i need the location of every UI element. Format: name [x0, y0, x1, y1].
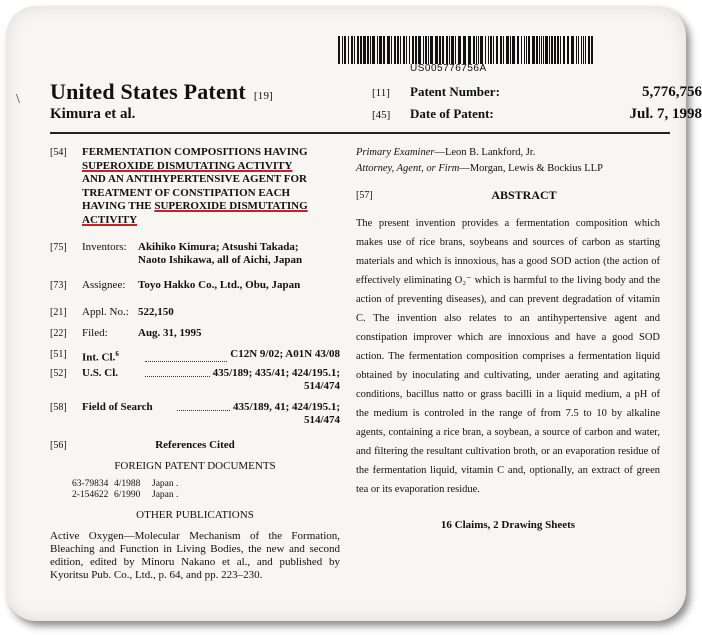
foreign-doc-1-num: 63-79834 [72, 478, 109, 489]
int-cl-field [50, 348, 340, 365]
attorney [356, 162, 660, 175]
barcode-bar [493, 36, 494, 64]
barcode-bar [354, 36, 355, 64]
inventors-short: Kimura et al. [50, 106, 136, 122]
barcode-bar [557, 36, 559, 64]
patent-number-row [372, 84, 702, 100]
abstract-text: The present invention provides a fermentation composition which makes use of rice brans, soybeans and sources of carbon as starting materials and which is innoxious, has a good SOD action (the action of effectively eliminating O₂⁻ which is harmful to the living body and the action of preventing diseases), and can prevent degradation of vitamin C. The invention also relates to an antihypertensive agent and constipation improver which are innoxious and have a good SOD action. The fermentation composition comprises a fermentation liquid obtained by inoculating and cultivating, under aerating and agitating conditions, bacillus natto or grass bacilli in a liquid medium, a pH of the medium is controled in the range of from 7.5 to 10 by alkaline agents, containing a rice bran, a soybean, a source of carbon and water, and filtering the resultant cultivation broth, or an evaporation residue of the fermentation liquid, vitamin C and, optionally, an extract of green tea or its evaporation residue. [356, 218, 660, 495]
barcode-bar [463, 36, 466, 64]
field-search-label: Field of Search [82, 400, 153, 413]
patent-title-text: United States Patent [50, 79, 246, 104]
barcode-bar [435, 36, 438, 64]
int-cl-sup: 6 [115, 350, 119, 358]
patent-number-code: [11] [372, 87, 390, 99]
barcode-bar [496, 36, 498, 64]
barcode-bar [455, 36, 456, 64]
date-code: [45] [372, 109, 391, 121]
title-code: [54] [50, 147, 67, 158]
barcode-bar [585, 36, 586, 64]
appl-value: 522,150 [138, 306, 174, 318]
barcode [338, 36, 596, 64]
appl-field [50, 306, 340, 319]
barcode-bar [338, 36, 340, 64]
date-of-patent: Jul. 7, 1998 [629, 106, 702, 122]
barcode-bar [415, 36, 417, 64]
barcode-bar [541, 36, 542, 64]
appl-code: [21] [50, 307, 67, 318]
header-rule [50, 132, 670, 134]
us-cl-field [50, 367, 340, 393]
abstract-code: [57] [356, 190, 373, 201]
barcode-bar [423, 36, 424, 64]
barcode-bar [485, 36, 486, 64]
assignee-field [50, 279, 340, 292]
us-cl-label: U.S. Cl. [82, 366, 119, 379]
field-search-code: [58] [50, 401, 67, 413]
appl-label: Appl. No.: [82, 306, 129, 318]
barcode-bar [571, 36, 574, 64]
filed-field [50, 327, 340, 340]
patent-title-code: [19] [253, 90, 274, 102]
assignee-label: Assignee: [82, 279, 126, 291]
abstract-heading: ABSTRACT [491, 188, 557, 202]
filed-label: Filed: [82, 327, 108, 339]
barcode-bar [387, 36, 390, 64]
other-heading: OTHER PUBLICATIONS [136, 508, 254, 521]
barcode-bar [377, 36, 378, 64]
barcode-bar [526, 36, 527, 64]
barcode-bar [560, 36, 561, 64]
references-heading: References Cited [155, 438, 235, 451]
assignee-value: Toyo Hakko Co., Ltd., Obu, Japan [138, 279, 301, 291]
foreign-doc-2-date: 6/1990 [114, 489, 141, 500]
field-search-value-1: 435/189, 41; 424/195.1; [233, 400, 340, 413]
barcode-bar [512, 36, 515, 64]
barcode-bar [439, 36, 441, 64]
foreign-doc-2-country: Japan . [152, 489, 179, 500]
barcode-bar [488, 36, 489, 64]
barcode-bar [591, 36, 593, 64]
field-search-value-2 [82, 414, 340, 427]
barcode-bar [478, 36, 479, 64]
int-cl-code: [51] [50, 349, 67, 360]
barcode-bar [363, 36, 366, 64]
margin-mark: \ [16, 92, 20, 107]
barcode-bar [383, 36, 385, 64]
field-search-dots [177, 401, 230, 411]
int-cl-label-wrap [82, 348, 142, 365]
title-field [50, 146, 340, 227]
primary-examiner [356, 146, 660, 159]
title-line-6: ACTIVITY [82, 213, 138, 226]
inventors-line-2 [82, 254, 340, 267]
us-cl-code: [52] [50, 367, 67, 379]
barcode-bar [344, 36, 346, 64]
title-line-5a: HAVING THE [82, 200, 152, 212]
attorney-name: —Morgan, Lewis & Bockius LLP [459, 163, 603, 174]
barcode-bar [554, 36, 556, 64]
barcode-bar [400, 36, 401, 64]
int-cl-dots [145, 348, 227, 362]
us-cl-dots [145, 367, 210, 377]
date-label: Date of Patent: [410, 106, 494, 121]
claims-line: 16 Claims, 2 Drawing Sheets [440, 519, 576, 531]
primary-examiner-label: Primary Examiner [356, 147, 435, 158]
references-code: [56] [50, 439, 67, 451]
barcode-bar [451, 36, 454, 64]
barcode-bar [412, 36, 414, 64]
barcode-bar [588, 36, 590, 64]
filed-value: Aug. 31, 1995 [138, 327, 202, 339]
patent-title [50, 79, 273, 105]
int-cl-label: Int. Cl. [82, 351, 116, 364]
barcode-bar [539, 36, 540, 64]
barcode-bar [397, 36, 399, 64]
barcode-bar [409, 36, 410, 64]
barcode-bar [517, 36, 519, 64]
inventors-field [50, 241, 340, 267]
barcode-bar [379, 36, 382, 64]
foreign-heading: FOREIGN PATENT DOCUMENTS [114, 459, 276, 472]
barcode-bar [348, 36, 349, 64]
field-search-row [82, 401, 340, 414]
inventors-code: [75] [50, 242, 67, 253]
barcode-bar [468, 36, 471, 64]
barcode-bar [446, 36, 448, 64]
title-line-2: SUPEROXIDE DISMUTATING ACTIVITY [82, 159, 293, 172]
barcode-bar [442, 36, 444, 64]
barcode-bar [480, 36, 483, 64]
us-cl-value-2 [82, 380, 340, 393]
attorney-label: Attorney, Agent, or Firm [356, 163, 460, 174]
us-cl-row [82, 367, 340, 380]
field-search-value-2-text: 514/474 [303, 413, 340, 426]
barcode-bar [567, 36, 569, 64]
title-line-1: FERMENTATION COMPOSITIONS HAVING [82, 146, 308, 158]
barcode-bar [500, 36, 502, 64]
barcode-bar [430, 36, 433, 64]
barcode-bar [391, 36, 392, 64]
barcode-bar [425, 36, 427, 64]
barcode-bar [351, 36, 353, 64]
field-search-field [50, 401, 340, 427]
int-cl-value: C12N 9/02; A01N 43/08 [230, 348, 340, 360]
abstract-head [356, 189, 660, 202]
barcode-bar [370, 36, 371, 64]
barcode-bar [403, 36, 405, 64]
barcode-bar [543, 36, 544, 64]
filed-code: [22] [50, 328, 67, 339]
barcode-bar [473, 36, 475, 64]
title-line-5 [82, 200, 340, 214]
inventors-label: Inventors: [82, 241, 127, 253]
foreign-doc-2 [50, 490, 340, 501]
title-line-5b: SUPEROXIDE DISMUTATING [154, 200, 308, 212]
barcode-bar [418, 36, 421, 64]
barcode-bar [521, 36, 522, 64]
date-row [372, 106, 702, 122]
left-column [50, 146, 340, 589]
barcode-bar [578, 36, 579, 64]
barcode-bar [532, 36, 535, 64]
int-cl-row [82, 348, 340, 365]
barcode-bar [576, 36, 577, 64]
barcode-bar [583, 36, 584, 64]
barcode-bar [372, 36, 375, 64]
references-field [50, 439, 340, 582]
primary-examiner-name: —Leon B. Lankford, Jr. [434, 147, 536, 158]
foreign-doc-1 [50, 479, 340, 490]
barcode-bar [510, 36, 511, 64]
patent-number-label: Patent Number: [410, 84, 500, 99]
barcode-bar [406, 36, 407, 64]
title-line-3: AND AN ANTIHYPERTENSIVE AGENT FOR [82, 173, 307, 185]
barcode-bar [428, 36, 429, 64]
us-cl-value-1: 435/189; 435/41; 424/195.1; [212, 366, 340, 379]
barcode-bar [551, 36, 553, 64]
barcode-bar [536, 36, 538, 64]
barcode-bar [342, 36, 343, 64]
assignee-code: [73] [50, 280, 67, 291]
inventors-names-2: Naoto Ishikawa, all of Aichi, Japan [138, 254, 303, 266]
references-head [50, 439, 340, 452]
barcode-bar [360, 36, 362, 64]
right-column [356, 146, 660, 532]
barcode-bar [528, 36, 530, 64]
barcode-bar [524, 36, 525, 64]
title-line-4: TREATMENT OF CONSTIPATION EACH [82, 186, 291, 199]
barcode-bar [476, 36, 477, 64]
patent-number: 5,776,756 [642, 84, 702, 100]
barcode-bar [503, 36, 504, 64]
barcode-bar [394, 36, 396, 64]
foreign-doc-1-date: 4/1988 [114, 478, 141, 489]
foreign-doc-1-country: Japan . [152, 478, 179, 489]
inventors-line-1 [82, 241, 340, 254]
barcode-bar [545, 36, 548, 64]
invention-title [82, 146, 340, 227]
barcode-bar [357, 36, 359, 64]
publication-text: Active Oxygen—Molecular Mechanism of the Formation, Bleaching and Function in Living Bodies, the new and second edition, edited by Minoru Nakano et al., and published by Kyoritsu Pub. Co., Ltd., p. 64, and pp. 223–230. [50, 529, 340, 581]
barcode-bar [458, 36, 461, 64]
barcode-bar [549, 36, 550, 64]
barcode-bar [506, 36, 509, 64]
barcode-bar [563, 36, 565, 64]
barcode-text: US005776756A [410, 63, 487, 74]
barcode-bar [367, 36, 369, 64]
us-cl-value-2-text: 514/474 [303, 379, 340, 392]
foreign-doc-2-num: 2-154622 [72, 489, 109, 500]
barcode-bar [581, 36, 582, 64]
patent-card [6, 6, 702, 621]
barcode-bar [490, 36, 492, 64]
inventors-names-1: Akihiko Kimura; Atsushi Takada; [138, 241, 299, 253]
barcode-bar [449, 36, 450, 64]
